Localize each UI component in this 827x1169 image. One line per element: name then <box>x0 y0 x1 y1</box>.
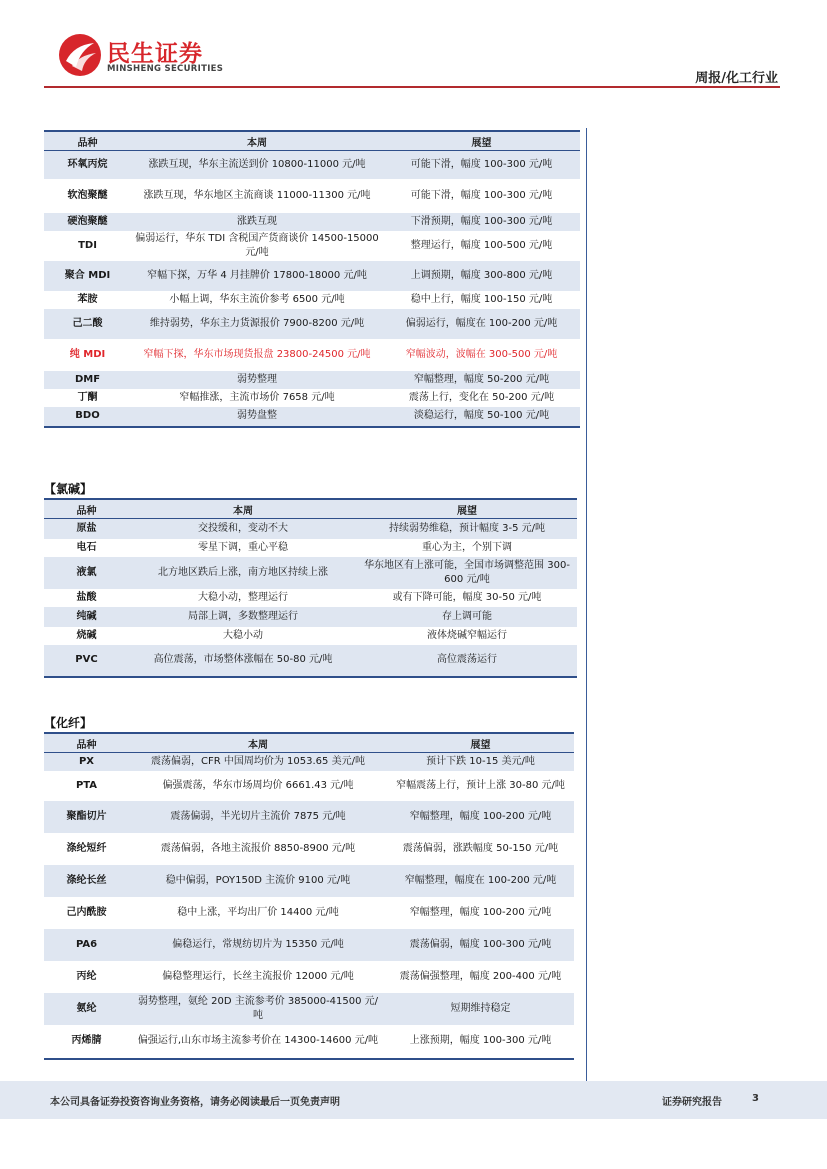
table2 <box>44 498 577 678</box>
week-cell: 大稳小动 <box>223 629 263 641</box>
variety-cell: PA6 <box>44 929 129 961</box>
week-cell: 震荡偏弱，半光切片主流价 7875 元/吨 <box>129 801 387 833</box>
report-kind: 证券研究报告 <box>662 1097 722 1108</box>
table-row <box>44 371 580 389</box>
outlook-cell: 偏弱运行，幅度在 100-200 元/吨 <box>383 309 580 339</box>
week-cell: 涨跌互现，华东主流送到价 10800-11000 元/吨 <box>131 151 383 179</box>
week-cell: 交投缓和，变动不大 <box>129 519 357 539</box>
outlook-cell: 稳中上行，幅度 100-150 元/吨 <box>410 293 553 305</box>
variety-cell: 氨纶 <box>44 993 129 1025</box>
outlook-cell: 窄幅整理，幅度 50-200 元/吨 <box>383 371 580 389</box>
variety-cell: 纯碱 <box>44 607 129 627</box>
table1-header-week: 本周 <box>131 131 383 151</box>
variety-cell: 聚合 MDI <box>44 261 131 291</box>
outlook-cell: 存上调可能 <box>357 607 577 627</box>
table2-title: 【氯碱】 <box>44 482 93 496</box>
table-row <box>44 1025 574 1059</box>
outlook-cell: 震荡偏弱，涨跌幅度 50-150 元/吨 <box>402 842 559 854</box>
outlook-cell: 持续弱势维稳，预计幅度 3-5 元/吨 <box>357 519 577 539</box>
variety-cell: PVC <box>44 645 129 677</box>
week-cell: 维持弱势，华东主力货源报价 7900-8200 元/吨 <box>131 309 383 339</box>
variety-cell: 软泡聚醚 <box>67 189 108 201</box>
table3-section <box>44 715 574 1060</box>
table3 <box>44 732 574 1060</box>
variety-cell: 烧碱 <box>76 629 97 641</box>
variety-cell: 丙烯腈 <box>44 1025 129 1059</box>
table-row <box>44 539 577 557</box>
variety-cell: 涤纶短纤 <box>66 842 107 854</box>
variety-cell: TDI <box>78 239 97 251</box>
outlook-cell: 窄幅整理，幅度 100-200 元/吨 <box>387 801 574 833</box>
week-cell: 稳中偏弱，POY150D 主流价 9100 元/吨 <box>129 865 387 897</box>
outlook-cell: 重心为主，个别下调 <box>422 541 512 553</box>
variety-cell: 电石 <box>76 541 97 553</box>
week-cell: 局部上调，多数整理运行 <box>129 607 357 627</box>
variety-cell: 纯 MDI <box>69 348 106 360</box>
week-cell: 窄幅下探，万华 4 月挂牌价 17800-18000 元/吨 <box>131 261 383 291</box>
variety-cell: 丙纶 <box>76 970 97 982</box>
table3-header-week: 本周 <box>129 733 387 753</box>
table-row <box>44 753 574 771</box>
table-row <box>44 865 574 897</box>
variety-cell: 聚酯切片 <box>44 801 129 833</box>
table-row <box>44 801 574 833</box>
variety-cell: 苯胺 <box>77 293 98 305</box>
outlook-cell: 震荡偏弱，幅度 100-300 元/吨 <box>387 929 574 961</box>
table-row <box>44 833 574 865</box>
outlook-cell: 短期维持稳定 <box>387 993 574 1025</box>
week-cell: 涨跌互现 <box>131 213 383 231</box>
table-row <box>44 519 577 539</box>
table-row <box>44 261 580 291</box>
outlook-cell: 窄幅整理，幅度在 100-200 元/吨 <box>387 865 574 897</box>
table-row <box>44 151 580 179</box>
outlook-cell: 可能下滑，幅度 100-300 元/吨 <box>410 189 553 201</box>
week-cell: 大稳小动，整理运行 <box>198 591 288 603</box>
outlook-cell: 震荡上行，变化在 50-200 元/吨 <box>408 391 555 403</box>
variety-cell: 原盐 <box>44 519 129 539</box>
table-row <box>44 645 577 677</box>
week-cell: 高位震荡，市场整体涨幅在 50-80 元/吨 <box>129 645 357 677</box>
week-cell: 稳中上涨，平均出厂价 14400 元/吨 <box>177 906 339 918</box>
variety-cell: 硬泡聚醚 <box>44 213 131 231</box>
variety-cell: 涤纶长丝 <box>44 865 129 897</box>
week-cell: 偏强运行,山东市场主流参考价在 14300-14600 元/吨 <box>129 1025 387 1059</box>
table-row <box>44 231 580 261</box>
header-divider <box>44 86 780 88</box>
outlook-cell: 震荡偏强整理，幅度 200-400 元/吨 <box>399 970 562 982</box>
report-type: 周报/化工行业 <box>695 71 778 86</box>
week-cell: 偏弱运行，华东 TDI 含税国产货商谈价 14500-15000 元/吨 <box>135 232 379 258</box>
table3-header-variety: 品种 <box>44 733 129 753</box>
outlook-cell: 整理运行，幅度 100-500 元/吨 <box>410 239 553 251</box>
outlook-cell: 上涨预期，幅度 100-300 元/吨 <box>387 1025 574 1059</box>
week-cell: 偏稳整理运行，长丝主流报价 12000 元/吨 <box>162 970 354 982</box>
outlook-cell: 预计下跌 10-15 美元/吨 <box>387 753 574 771</box>
outlook-cell: 淡稳运行，幅度 50-100 元/吨 <box>383 407 580 427</box>
minsheng-logo-icon <box>58 33 102 77</box>
disclaimer: 本公司具备证券投资咨询业务资格，请务必阅读最后一页免责声明 <box>50 1097 340 1108</box>
week-cell: 零星下调，重心平稳 <box>198 541 288 553</box>
variety-cell: 己二酸 <box>44 309 131 339</box>
variety-cell: 环氧丙烷 <box>44 151 131 179</box>
week-cell: 北方地区跌后上涨，南方地区持续上涨 <box>129 557 357 589</box>
table-row <box>44 407 580 427</box>
week-cell: 弱势盘整 <box>131 407 383 427</box>
week-cell: 涨跌互现，华东地区主流商谈 11000-11300 元/吨 <box>143 189 371 201</box>
outlook-cell: 窄幅震荡上行，预计上涨 30-80 元/吨 <box>396 779 565 791</box>
page-footer <box>0 1081 827 1119</box>
table-row <box>44 213 580 231</box>
outlook-cell: 下滑预期，幅度 100-300 元/吨 <box>383 213 580 231</box>
week-cell: 小幅上调，华东主流价参考 6500 元/吨 <box>169 293 345 305</box>
week-cell: 弱势整理，氨纶 20D 主流参考价 385000-41500 元/吨 <box>129 993 387 1025</box>
table2-section <box>44 481 577 678</box>
table1-section <box>44 130 580 428</box>
column-divider <box>586 128 587 1086</box>
brand-name-cn: 民生证券 <box>107 41 203 67</box>
table-row <box>44 557 577 589</box>
page-header <box>0 0 827 100</box>
table-row <box>44 771 574 801</box>
table-row <box>44 961 574 993</box>
week-cell: 窄幅下探，华东市场现货报盘 23800-24500 元/吨 <box>143 348 371 360</box>
week-cell: 偏强震荡，华东市场周均价 6661.43 元/吨 <box>162 779 354 791</box>
variety-cell: BDO <box>44 407 131 427</box>
variety-cell: DMF <box>44 371 131 389</box>
table-row <box>44 179 580 213</box>
table-row <box>44 589 577 607</box>
week-cell: 偏稳运行，常规纺切片为 15350 元/吨 <box>129 929 387 961</box>
outlook-cell: 窄幅波动，波幅在 300-500 元/吨 <box>405 348 558 360</box>
table3-header-outlook: 展望 <box>387 733 574 753</box>
variety-cell: PTA <box>75 779 98 791</box>
outlook-cell: 上调预期，幅度 300-800 元/吨 <box>383 261 580 291</box>
table-row <box>44 627 577 645</box>
table-row <box>44 607 577 627</box>
page-number: 3 <box>752 1093 759 1104</box>
table2-header-week: 本周 <box>129 499 357 519</box>
table3-title: 【化纤】 <box>44 716 93 730</box>
week-cell: 窄幅推涨，主流市场价 7658 元/吨 <box>179 391 335 403</box>
brand-name-en: MINSHENG SECURITIES <box>107 64 224 74</box>
table-row <box>44 389 580 407</box>
outlook-cell: 高位震荡运行 <box>357 645 577 677</box>
variety-cell: 盐酸 <box>76 591 97 603</box>
outlook-cell: 可能下滑，幅度 100-300 元/吨 <box>383 151 580 179</box>
table1-header-outlook: 展望 <box>383 131 580 151</box>
table1 <box>44 130 580 428</box>
outlook-cell: 窄幅整理，幅度 100-200 元/吨 <box>409 906 552 918</box>
table-row <box>44 339 580 371</box>
outlook-cell: 或有下降可能，幅度 30-50 元/吨 <box>392 591 542 603</box>
outlook-cell: 液体烧碱窄幅运行 <box>427 629 507 641</box>
table-row <box>44 291 580 309</box>
table2-header-outlook: 展望 <box>357 499 577 519</box>
variety-cell: 己内酰胺 <box>66 906 107 918</box>
variety-cell: 液氯 <box>44 557 129 589</box>
week-cell: 震荡偏弱，CFR 中国周均价为 1053.65 美元/吨 <box>129 753 387 771</box>
variety-cell: PX <box>44 753 129 771</box>
table2-header-variety: 品种 <box>44 499 129 519</box>
table-row <box>44 993 574 1025</box>
variety-cell: 丁酮 <box>77 391 98 403</box>
outlook-cell: 华东地区有上涨可能，全国市场调整范围 300-600 元/吨 <box>357 557 577 589</box>
week-cell: 震荡偏弱，各地主流报价 8850-8900 元/吨 <box>160 842 356 854</box>
table1-header-variety: 品种 <box>44 131 131 151</box>
table-row <box>44 897 574 929</box>
table-row <box>44 929 574 961</box>
table-row <box>44 309 580 339</box>
week-cell: 弱势整理 <box>131 371 383 389</box>
